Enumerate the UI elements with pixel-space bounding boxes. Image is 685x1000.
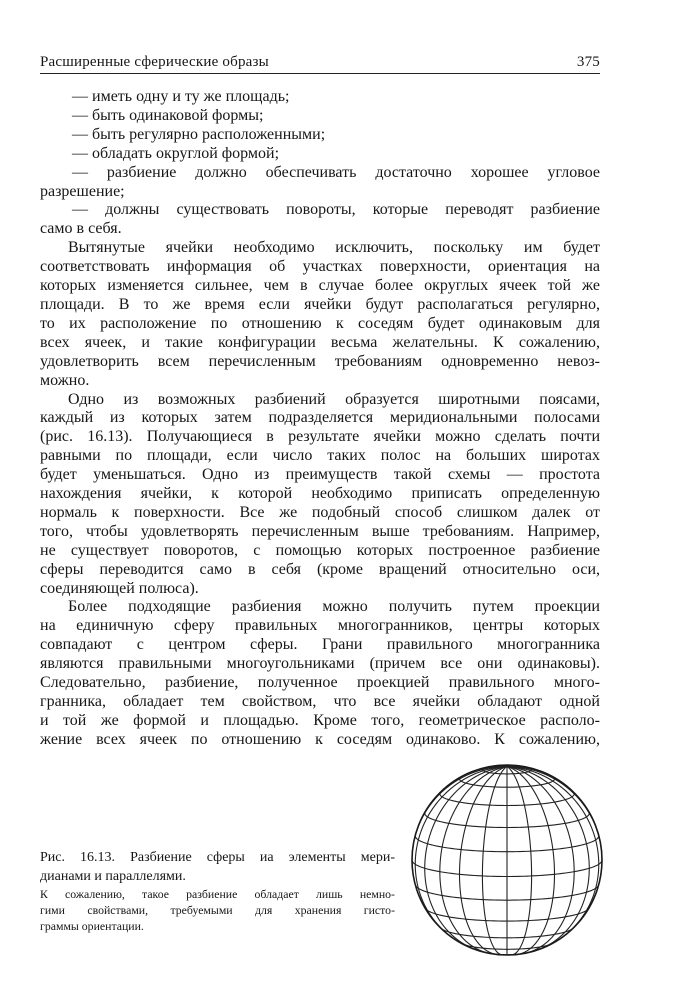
paragraph bbox=[40, 391, 600, 599]
text-line: нормаль к поверхности. Все же подобный способ слишком далек от bbox=[40, 503, 600, 521]
text-line: не существует поворотов, с помощью которых построенное разбиение bbox=[40, 541, 600, 559]
text-line: Вытянутые ячейки необходимо исключить, поскольку им будет bbox=[68, 239, 600, 257]
text-line: то их расположение по отношению к соседям будет одинаковым для bbox=[40, 314, 600, 332]
globe-meridian bbox=[440, 766, 507, 953]
text-line: — обладать округлой формой; bbox=[72, 144, 280, 162]
text-line: — разбиение должно обеспечивать достаточно хорошее угловое bbox=[72, 163, 600, 181]
text-line: — быть одинаковой формы; bbox=[72, 106, 264, 124]
text-line: того, чтобы удовлетворять перечисленным выше требованиям. Например, bbox=[40, 522, 600, 540]
body-text bbox=[40, 88, 600, 750]
text-line: всех ячеек, и такие конфигурации весьма желательны. К сожалению, bbox=[40, 333, 600, 351]
text-line: удовлетворить всем перечисленным требованиям одновременно невоз- bbox=[40, 352, 600, 370]
running-head-title: Расширенные сферические образы bbox=[40, 54, 269, 70]
text-line: — быть регулярно расположенными; bbox=[72, 125, 326, 143]
globe-meridian bbox=[507, 766, 574, 953]
paragraph bbox=[40, 239, 600, 390]
globe-meridian bbox=[507, 766, 532, 954]
requirement-item bbox=[40, 126, 600, 145]
figure-note bbox=[40, 886, 395, 934]
paragraph bbox=[40, 598, 600, 749]
text-line: соединяющей полюса). bbox=[40, 579, 199, 597]
text-line: Следовательно, разбиение, полученное проекцией правильного много- bbox=[40, 674, 600, 692]
text-line: являются правильными многоугольниками (причем все они одинаковы). bbox=[40, 655, 600, 673]
text-line: которых изменяется сильнее, чем в случае более округлых ячеек той же bbox=[40, 277, 600, 295]
header-rule bbox=[40, 73, 600, 74]
text-line: можно. bbox=[40, 371, 90, 389]
globe-meridian bbox=[507, 766, 602, 860]
text-line: Более подходящие разбиения можно получить путем проекции bbox=[68, 598, 600, 616]
text-line: площади. В то же время если ячейки будут располагаться регулярно, bbox=[40, 295, 600, 313]
requirement-item bbox=[40, 107, 600, 126]
text-line: Одно из возможных разбиений образуется широтными поясами, bbox=[68, 390, 600, 408]
text-line: гранника, обладает тем свойством, что все ячейки обладают одной bbox=[40, 693, 600, 710]
text-line: совпадают с центром сферы. Грани правильного многогранника bbox=[40, 636, 600, 654]
text-line: и той же формой и площадью. Кроме того, геометрическое располо- bbox=[40, 711, 600, 729]
requirement-item bbox=[40, 145, 600, 164]
text-line: будет уменьшаться. Одно из преимуществ такой схемы — простота bbox=[40, 466, 600, 484]
page-number: 375 bbox=[576, 54, 600, 70]
text-line: сферы переводится само в себя (кроме вращений относительно оси, bbox=[40, 560, 600, 578]
requirement-item bbox=[40, 164, 600, 202]
caption-line: дианами и параллелями. bbox=[40, 869, 186, 884]
requirement-item bbox=[40, 201, 600, 239]
text-line: — должны существовать повороты, которые переводят разбиение bbox=[72, 201, 600, 219]
text-line: — иметь одну и ту же площадь; bbox=[72, 88, 290, 105]
text-line: нахождения ячейки, к которой необходимо приписать определенную bbox=[40, 485, 600, 503]
text-line: само в себя. bbox=[40, 220, 122, 238]
note-line: гими свойствами, требуемыми для хранения гисто- bbox=[40, 903, 395, 917]
requirement-item bbox=[40, 88, 600, 107]
text-line: жение всех ячеек по отношению к соседям одинаково. К сожалению, bbox=[40, 730, 600, 748]
text-line: на единичную сферу правильных многогранников, центры которых bbox=[40, 617, 600, 635]
caption-line: Рис. 16.13. Разбиение сферы иа элементы мери- bbox=[40, 850, 395, 865]
globe-meridian bbox=[482, 766, 507, 954]
text-line: каждый из которых затем подразделяется меридиональными полосами bbox=[40, 409, 600, 427]
note-line: граммы ориентации. bbox=[40, 919, 144, 933]
note-line: К сожалению, такое разбиение обладает лишь немно- bbox=[40, 887, 395, 901]
text-line: (рис. 16.13). Получающиеся в результате ячейки можно сделать почти bbox=[40, 428, 600, 446]
globe-grid bbox=[412, 765, 602, 955]
running-head bbox=[40, 53, 600, 71]
text-line: соответствовать информация об участках поверхности, ориентация на bbox=[40, 258, 600, 276]
text-line: равными по площади, если число таких полос на больших широтах bbox=[40, 447, 600, 465]
text-line: разрешение; bbox=[40, 182, 125, 200]
figure-caption bbox=[40, 848, 395, 886]
globe-figure bbox=[407, 760, 607, 960]
